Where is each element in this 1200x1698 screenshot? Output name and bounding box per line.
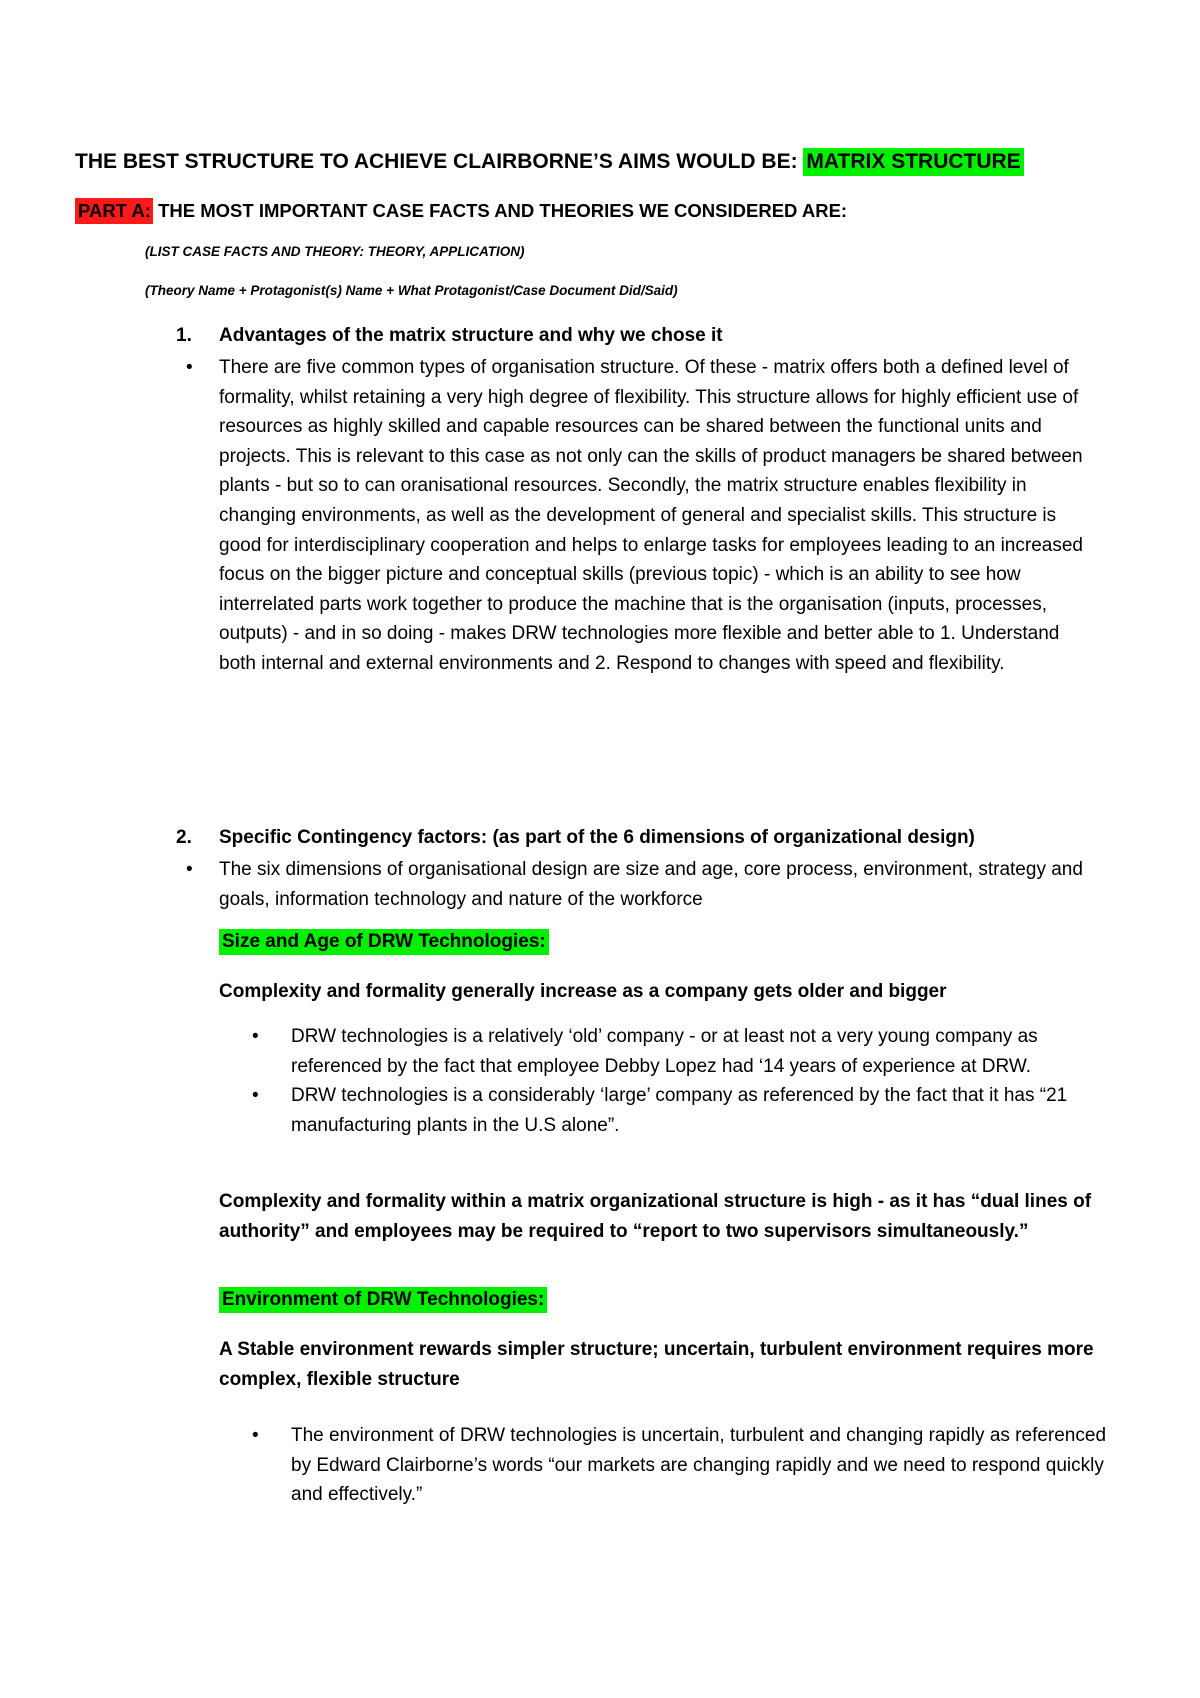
size-age-heading-text: Size and Age of DRW Technologies:: [219, 929, 549, 955]
title-highlight: MATRIX STRUCTURE: [803, 148, 1023, 176]
bullet-icon: •: [252, 1026, 259, 1047]
environment-heading: [219, 1289, 547, 1311]
part-a-label: PART A:: [75, 198, 153, 224]
part-a-heading: [75, 200, 1155, 222]
environment-principle: A Stable environment rewards simpler structure; uncertain, turbulent environment requires more complex, flexible structure: [219, 1339, 1094, 1390]
size-age-list: [252, 1022, 1131, 1140]
list-item-text: DRW technologies is a relatively ‘old’ company - or at least not a very young company as referenced by the fact that employee Debby Lopez had ‘14 years of experience at DRW.: [291, 1026, 1038, 1077]
section-2-body: The six dimensions of organisational design are size and age, core process, environment, strategy and goals, information technology and nature of the workforce: [219, 859, 1083, 910]
list-item-text: The environment of DRW technologies is uncertain, turbulent and changing rapidly as referenced by Edward Clairborne’s words “our markets are changing rapidly and we need to respond quickly and effectively.”: [291, 1425, 1107, 1506]
instruction-note-2: (Theory Name + Protagonist(s) Name + What Protagonist/Case Document Did/Said): [145, 283, 678, 298]
section-1-heading: [176, 325, 1176, 347]
size-age-principle: Complexity and formality generally increase as a company gets older and bigger: [219, 981, 947, 1002]
environment-heading-text: Environment of DRW Technologies:: [219, 1287, 547, 1313]
list-item: [252, 1022, 1131, 1081]
section-1-bullet: [186, 353, 1099, 679]
bullet-icon: •: [186, 859, 193, 880]
size-age-heading: [219, 931, 549, 953]
section-1-body: There are five common types of organisation structure. Of these - matrix offers both a defined level of formality, whilst retaining a very high degree of flexibility. This structure allows for highly efficient use of resources as highly skilled and capable resources can be shared between the functional units and projects. This is relevant to this case as not only can the skills of product managers be shared between plants - but so to can oranisational resources. Secondly, the matrix structure enables flexibility in changing environments, as well as the development of general and specialist skills. This structure is good for interdisciplinary cooperation and helps to enlarge tasks for employees leading to an increased focus on the bigger picture and conceptual skills (previous topic) - which is an ability to see how interrelated parts work together to produce the machine that is the organisation (inputs, processes, outputs) - and in so doing - makes DRW technologies more flexible and better able to 1. Understand both internal and external environments and 2. Respond to changes with speed and flexibility.: [219, 357, 1083, 674]
part-a-text: THE MOST IMPORTANT CASE FACTS AND THEORIES WE CONSIDERED ARE:: [158, 200, 848, 221]
bullet-icon: •: [186, 357, 193, 378]
environment-list: [252, 1421, 1131, 1510]
title-prefix: THE BEST STRUCTURE TO ACHIEVE CLAIRBORNE’S AIMS WOULD BE:: [75, 150, 798, 173]
list-item-text: DRW technologies is a considerably ‘large’ company as referenced by the fact that it has “21 manufacturing plants in the U.S alone”.: [291, 1085, 1068, 1136]
bullet-icon: •: [252, 1425, 259, 1446]
section-1-heading-text: Advantages of the matrix structure and why we chose it: [219, 325, 723, 346]
list-item: [252, 1421, 1131, 1510]
section-2-heading: [176, 827, 1176, 849]
section-1-number: 1.: [176, 325, 192, 346]
section-2-bullet: [186, 855, 1099, 914]
section-2-heading-text: Specific Contingency factors: (as part of the 6 dimensions of organizational design): [219, 827, 975, 848]
list-item: [252, 1081, 1131, 1140]
bullet-icon: •: [252, 1085, 259, 1107]
instruction-note-1: (LIST CASE FACTS AND THEORY: THEORY, APPLICATION): [145, 244, 525, 259]
section-2-number: 2.: [176, 827, 192, 848]
document-title: [75, 150, 1155, 174]
size-age-conclusion: Complexity and formality within a matrix organizational structure is high - as it has “dual lines of authority” and employees may be required to “report to two supervisors simultaneously.”: [219, 1191, 1092, 1242]
